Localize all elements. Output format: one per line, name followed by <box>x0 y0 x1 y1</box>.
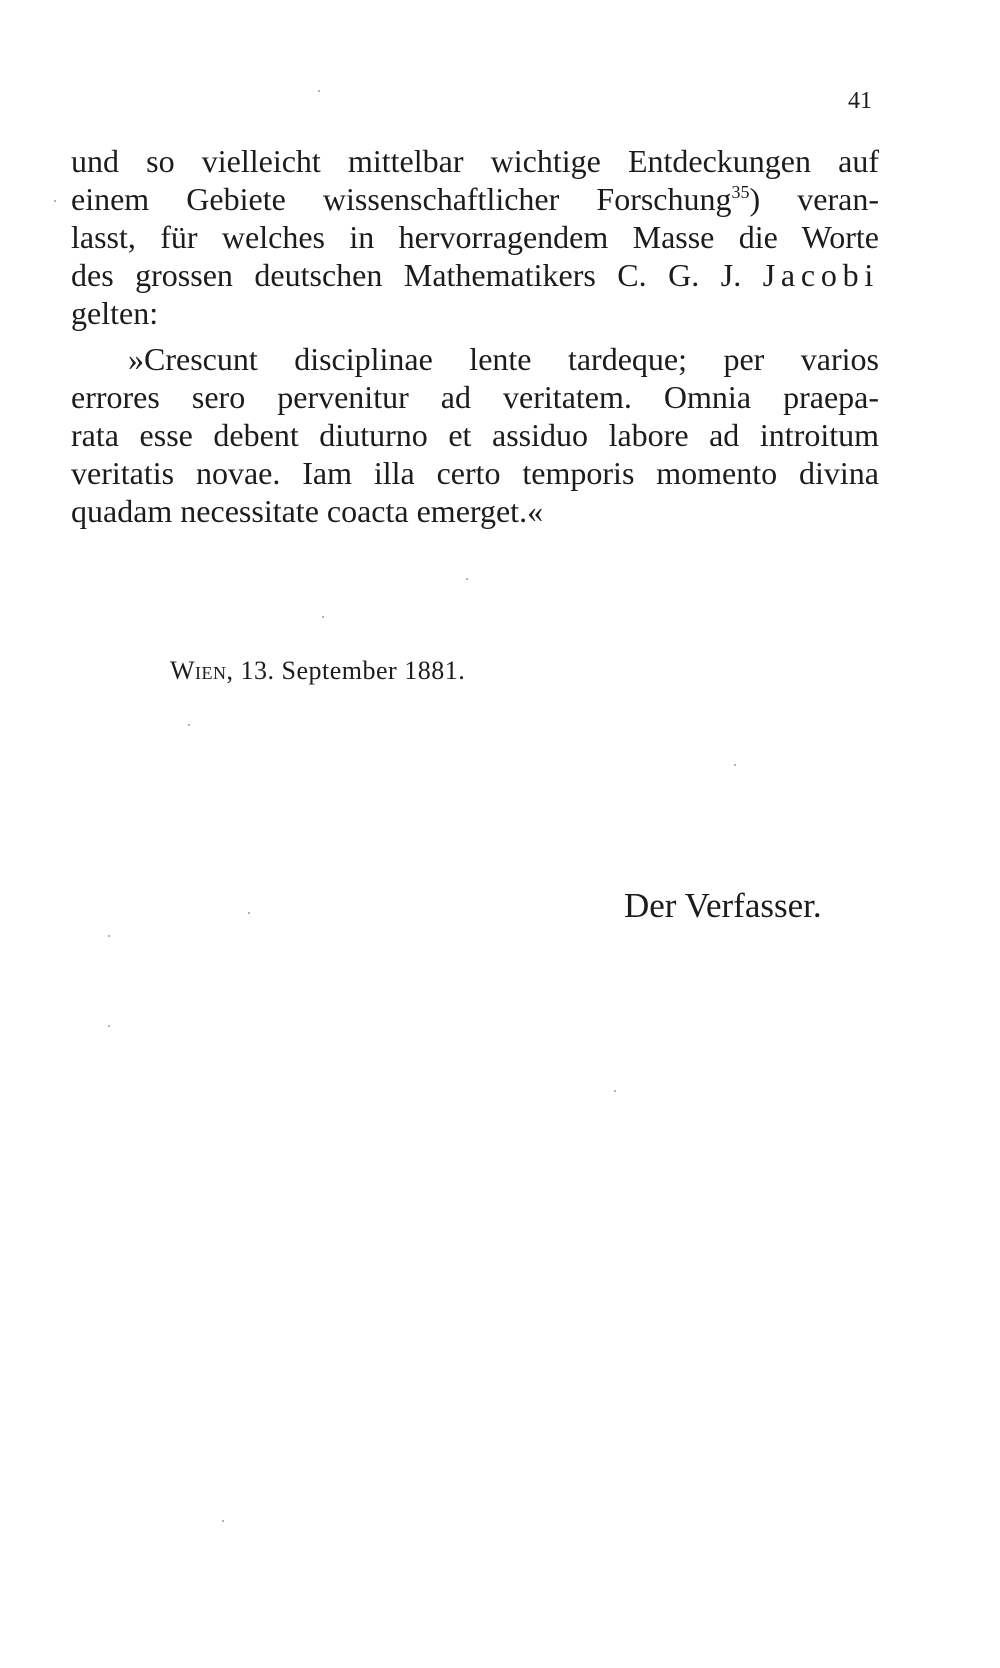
scan-speck <box>318 90 320 92</box>
scan-speck <box>734 764 736 766</box>
dateline <box>170 656 465 686</box>
quote-line: »Crescunt disciplinae lente tardeque; per varios <box>128 341 879 377</box>
scan-speck <box>248 912 250 914</box>
quote-line: rata esse debent diuturno et assiduo labore ad introitum <box>71 417 879 453</box>
text-segment: ) veran- <box>749 181 880 217</box>
scan-speck <box>614 1090 616 1092</box>
text-line: lasst, für welches in hervorragendem Masse die Worte <box>71 219 879 255</box>
text-segment: einem Gebiete wissenschaftlicher Forschung <box>71 181 732 217</box>
scan-speck <box>108 1025 110 1027</box>
page-number: 41 <box>848 88 872 114</box>
scan-speck <box>222 1520 224 1522</box>
scan-speck <box>54 200 56 202</box>
quote-line: quadam necessitate coacta emerget.« <box>71 493 544 529</box>
text-line: und so vielleicht mittelbar wichtige Entdeckungen auf <box>71 143 879 179</box>
quote-line: errores sero pervenitur ad veritatem. Omnia praepa- <box>71 379 879 415</box>
emphasized-name: Jacobi <box>762 257 879 293</box>
scan-speck <box>466 578 468 580</box>
signature: Der Verfasser. <box>624 886 822 925</box>
text-segment: des grossen deutschen Mathematikers C. G. J. <box>71 257 763 293</box>
scan-speck <box>108 935 110 937</box>
text-line <box>71 180 879 218</box>
scan-speck <box>322 616 324 618</box>
text-line <box>71 256 879 294</box>
footnote-marker: 35 <box>731 182 750 202</box>
text-line: gelten: <box>71 295 159 331</box>
scan-speck <box>188 724 190 726</box>
quote-line: veritatis novae. Iam illa certo temporis momento divina <box>71 455 879 491</box>
dateline-city: Wien, <box>170 656 234 685</box>
dateline-date: 13. September 1881. <box>233 656 466 685</box>
